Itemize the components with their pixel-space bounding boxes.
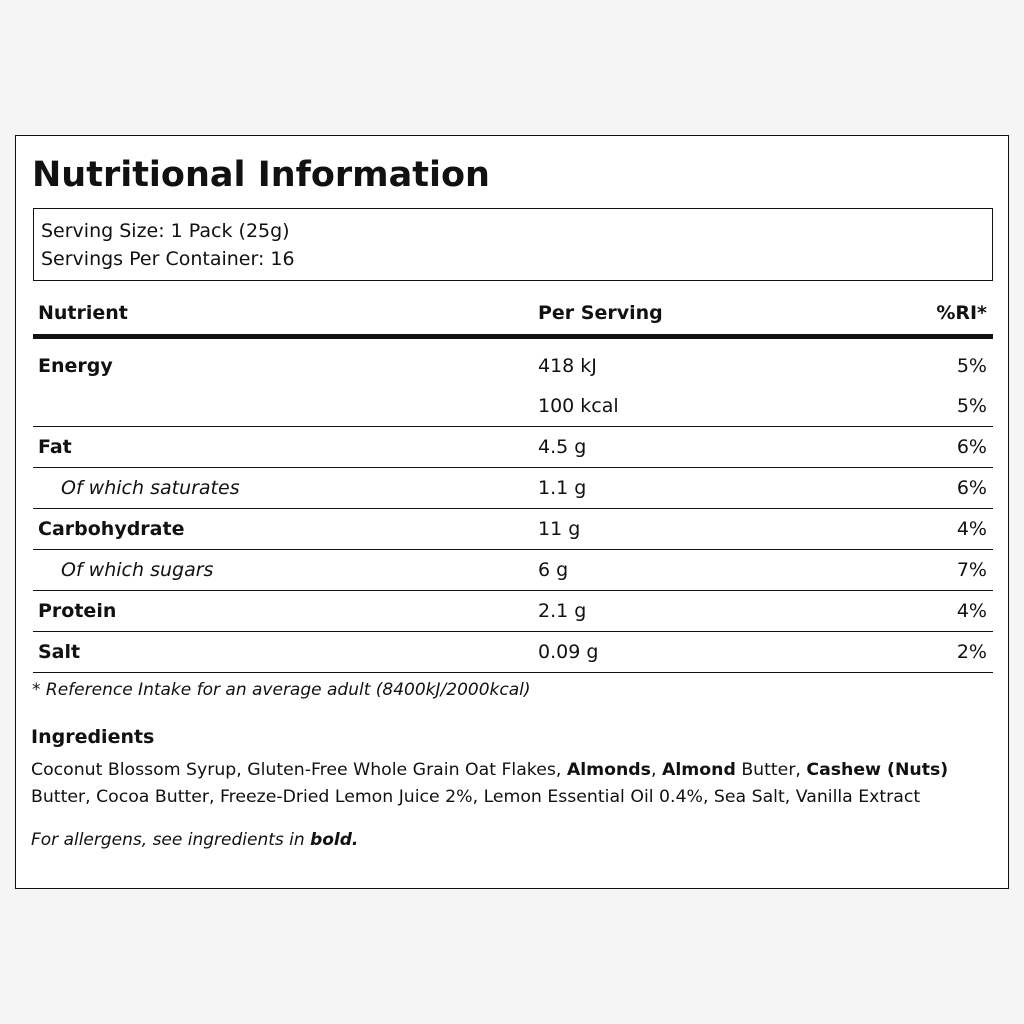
ingredients-text-part: Butter, Cocoa Butter, Freeze-Dried Lemon Juice 2%, Lemon Essential Oil 0.4%, Sea Salt, Vanilla Extract (31, 787, 921, 807)
nutrient-name: Protein (38, 600, 117, 622)
ingredients-list (31, 757, 996, 811)
ri-value: 2% (956, 641, 987, 663)
table-row-salt (33, 632, 993, 673)
serving-info-box (33, 208, 993, 281)
ri-value: 5% (956, 395, 987, 417)
nutrition-panel (15, 135, 1009, 889)
table-row-energy-kcal (33, 386, 993, 427)
allergen-ingredient: Almond (661, 760, 736, 780)
allergen-note-bold: bold. (310, 830, 359, 850)
ri-value: 6% (956, 436, 987, 458)
header-per-serving: Per Serving (538, 302, 663, 324)
nutrient-name: Of which saturates (61, 477, 240, 499)
table-row-energy-kj (33, 346, 993, 386)
serving-size: Serving Size: 1 Pack (25g) (41, 220, 290, 242)
table-row-carbohydrate (33, 509, 993, 550)
header-divider (33, 334, 993, 339)
ingredients-text-part: , (650, 760, 662, 780)
nutrient-name: Salt (38, 641, 81, 663)
servings-per-container: Servings Per Container: 16 (41, 248, 295, 270)
per-serving-value: 100 kcal (538, 395, 619, 417)
table-row-protein (33, 591, 993, 632)
allergen-ingredient: Almonds (566, 760, 651, 780)
ingredients-heading: Ingredients (31, 726, 155, 748)
header-ri: %RI* (936, 302, 987, 324)
header-nutrient: Nutrient (38, 302, 128, 324)
table-row-fat (33, 427, 993, 468)
allergen-note-text: For allergens, see ingredients in (31, 830, 311, 850)
reference-intake-footnote: * Reference Intake for an average adult (8400kJ/2000kcal) (32, 680, 531, 700)
page-title: Nutritional Information (32, 155, 490, 195)
nutrient-name: Of which sugars (61, 559, 214, 581)
nutrient-name: Energy (38, 355, 113, 377)
ri-value: 4% (956, 600, 987, 622)
per-serving-value: 11 g (538, 518, 581, 540)
per-serving-value: 6 g (538, 559, 569, 581)
per-serving-value: 4.5 g (538, 436, 587, 458)
nutrient-name: Fat (38, 436, 72, 458)
per-serving-value: 418 kJ (538, 355, 597, 377)
ri-value: 7% (956, 559, 987, 581)
table-row-sugars (33, 550, 993, 591)
per-serving-value: 0.09 g (538, 641, 599, 663)
allergen-ingredient: Cashew (Nuts) (806, 760, 949, 780)
nutrient-name: Carbohydrate (38, 518, 185, 540)
ingredients-text-part: Coconut Blossom Syrup, Gluten-Free Whole Grain Oat Flakes, (31, 760, 567, 780)
ingredients-text-part: Butter, (735, 760, 807, 780)
per-serving-value: 2.1 g (538, 600, 587, 622)
table-header-row (33, 294, 993, 334)
allergen-note (31, 830, 358, 850)
ri-value: 4% (956, 518, 987, 540)
ri-value: 5% (956, 355, 987, 377)
per-serving-value: 1.1 g (538, 477, 587, 499)
table-row-saturates (33, 468, 993, 509)
nutrition-table (33, 294, 993, 673)
ri-value: 6% (956, 477, 987, 499)
